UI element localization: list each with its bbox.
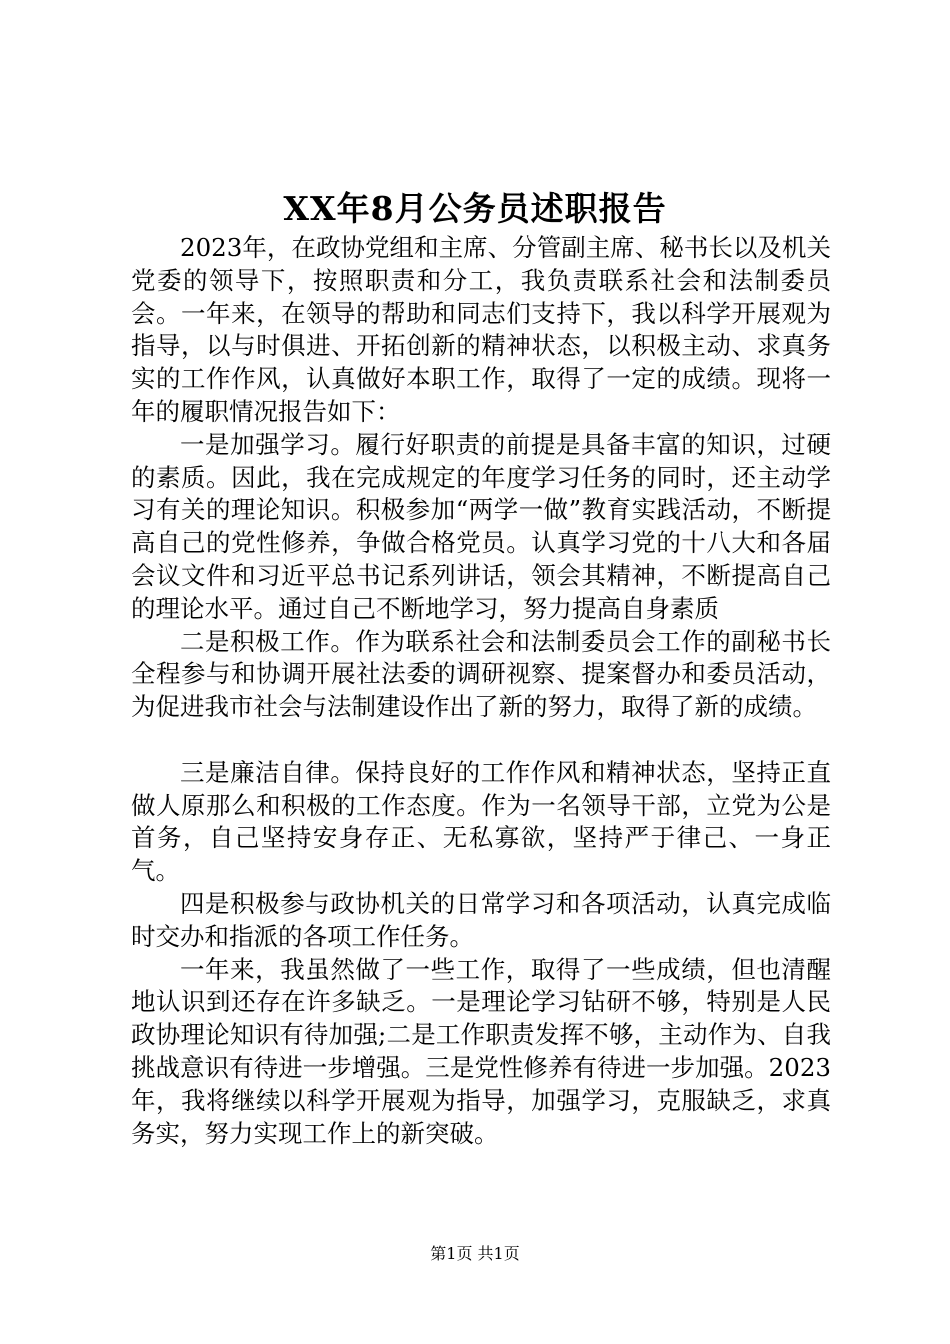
paragraph-study: 一是加强学习。履行好职责的前提是具备丰富的知识，过硬的素质。因此，我在完成规定的年度学习任务的同时，还主动学习有关的理论知识。积极参加“两学一做”教育实践活动，不断提高自己的党性修养，争做合格党员。认真学习党的十八大和各届会议文件和习近平总书记系列讲话，领会其精神，不断提高自己的理论水平。通过自己不断地学习，努力提高自身素质 bbox=[131, 429, 831, 623]
document-title: XX年8月公务员述职报告 bbox=[283, 189, 667, 228]
document-body bbox=[131, 232, 831, 1150]
paragraph-intro: 2023年，在政协党组和主席、分管副主席、秘书长以及机关党委的领导下，按照职责和分工，我负责联系社会和法制委员会。一年来，在领导的帮助和同志们支持下，我以科学开展观为指导，以与时俱进、开拓创新的精神状态，以积极主动、求真务实的工作作风，认真做好本职工作，取得了一定的成绩。现将一年的履职情况报告如下： bbox=[131, 233, 831, 426]
paragraph-activities: 四是积极参与政协机关的日常学习和各项活动，认真完成临时交办和指派的各项工作任务。 bbox=[131, 888, 831, 951]
paragraph-integrity: 三是廉洁自律。保持良好的工作作风和精神状态，坚持正直做人原那么和积极的工作态度。作为一名领导干部，立党为公是首务，自己坚持安身存正、无私寡欲，坚持严于律己、一身正气。 bbox=[131, 757, 831, 886]
page-footer: 第1页 共1页 bbox=[430, 1244, 520, 1263]
paragraph-work: 二是积极工作。作为联系社会和法制委员会工作的副秘书长全程参与和协调开展社法委的调研视察、提案督办和委员活动，为促进我市社会与法制建设作出了新的努力，取得了新的成绩。 bbox=[131, 626, 831, 722]
paragraph-summary: 一年来，我虽然做了一些工作，取得了一些成绩，但也清醒地认识到还存在许多缺乏。一是理论学习钻研不够，特别是人民政协理论知识有待加强;二是工作职责发挥不够，主动作为、自我挑战意识有待进一步增强。三是党性修养有待进一步加强。2023年，我将继续以科学开展观为指导，加强学习，克服缺乏，求真务实，努力实现工作上的新突破。 bbox=[131, 954, 831, 1148]
